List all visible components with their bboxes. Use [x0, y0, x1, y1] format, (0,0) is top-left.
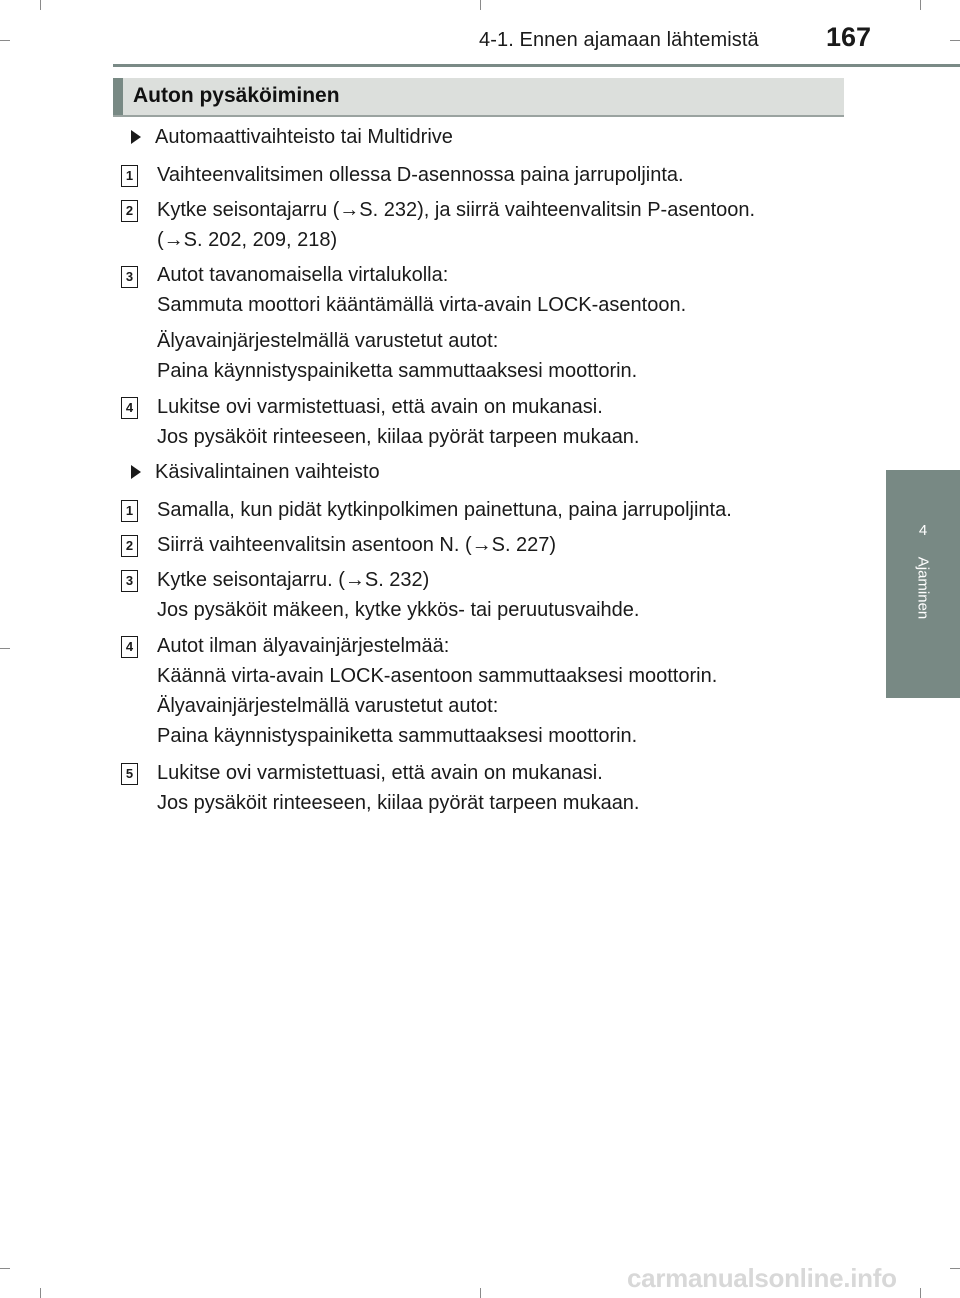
step-line: Älyavainjärjestelmällä varustetut autot:: [157, 330, 499, 352]
step-line: Lukitse ovi varmistettuasi, että avain on mukanasi.: [157, 762, 603, 784]
step-number-badge: 4: [121, 636, 138, 658]
subsection-heading-automatic: [131, 122, 453, 152]
step-text-continued: [157, 326, 637, 386]
step-line: Paina käynnistyspainiketta sammuttaaksesi moottorin.: [157, 725, 638, 747]
crop-mark: [480, 1288, 481, 1298]
step-number-badge: 4: [121, 397, 138, 419]
crop-mark: [40, 1288, 41, 1298]
chapter-side-tab: [886, 470, 960, 698]
subsection-heading-text: Käsivalintainen vaihteisto: [155, 461, 380, 483]
section-heading-bar: [113, 78, 844, 117]
subsection-heading-manual: [131, 457, 380, 487]
step-number-badge: 1: [121, 500, 138, 522]
section-title: Auton pysäköiminen: [133, 84, 340, 107]
step-text: [157, 260, 686, 320]
step-line: Jos pysäköit rinteeseen, kiilaa pyörät tarpeen mukaan.: [157, 426, 640, 448]
side-tab-label: Ajaminen: [914, 556, 932, 620]
step-number-badge: 5: [121, 763, 138, 785]
step-line: Vaihteenvalitsimen ollessa D-asennossa paina jarrupoljinta.: [157, 164, 684, 186]
step-text: [157, 530, 556, 560]
crop-mark: [0, 1268, 10, 1269]
step-line: (→S. 202, 209, 218): [157, 229, 338, 251]
watermark-logo: carmanualsonline.info: [627, 1263, 897, 1293]
section-bar-accent: [113, 78, 123, 115]
step-line: Lukitse ovi varmistettuasi, että avain on mukanasi.: [157, 396, 603, 418]
page-header: [0, 0, 960, 60]
step-text: [157, 565, 639, 625]
step-line: Sammuta moottori kääntämällä virta-avain LOCK-asentoon.: [157, 294, 687, 316]
step-text: [157, 195, 755, 255]
page-number: 167: [826, 22, 872, 52]
step-text: [157, 631, 717, 751]
step-text: [157, 495, 732, 525]
triangle-bullet-icon: [131, 465, 141, 479]
step-line: Käännä virta-avain LOCK-asentoon sammuttaaksesi moottorin.: [157, 665, 718, 687]
step-line: Paina käynnistyspainiketta sammuttaaksesi moottorin.: [157, 360, 638, 382]
step-line: Autot ilman älyavainjärjestelmää:: [157, 635, 450, 657]
step-line: Kytke seisontajarru. (→S. 232): [157, 569, 430, 591]
step-line: Siirrä vaihteenvalitsin asentoon N. (→S. 227): [157, 534, 557, 556]
step-number-badge: 2: [121, 535, 138, 557]
step-line: Kytke seisontajarru (→S. 232), ja siirrä vaihteenvalitsin P-asentoon.: [157, 199, 756, 221]
header-rule: [113, 64, 960, 67]
triangle-bullet-icon: [131, 130, 141, 144]
step-text: [157, 758, 640, 818]
step-line: Jos pysäköit mäkeen, kytke ykkös- tai peruutusvaihde.: [157, 599, 640, 621]
chapter-title: 4-1. Ennen ajamaan lähtemistä: [479, 29, 759, 51]
step-line: Älyavainjärjestelmällä varustetut autot:: [157, 695, 499, 717]
crop-mark: [0, 648, 10, 649]
step-text: [157, 392, 640, 452]
step-text: [157, 160, 684, 190]
step-line: Autot tavanomaisella virtalukolla:: [157, 264, 449, 286]
step-number-badge: 3: [121, 266, 138, 288]
step-number-badge: 1: [121, 165, 138, 187]
side-tab-number: 4: [918, 522, 928, 539]
step-line: Jos pysäköit rinteeseen, kiilaa pyörät tarpeen mukaan.: [157, 792, 640, 814]
step-number-badge: 2: [121, 200, 138, 222]
subsection-heading-text: Automaattivaihteisto tai Multidrive: [155, 126, 453, 148]
step-number-badge: 3: [121, 570, 138, 592]
step-line: Samalla, kun pidät kytkinpolkimen painettuna, paina jarrupoljinta.: [157, 499, 732, 521]
